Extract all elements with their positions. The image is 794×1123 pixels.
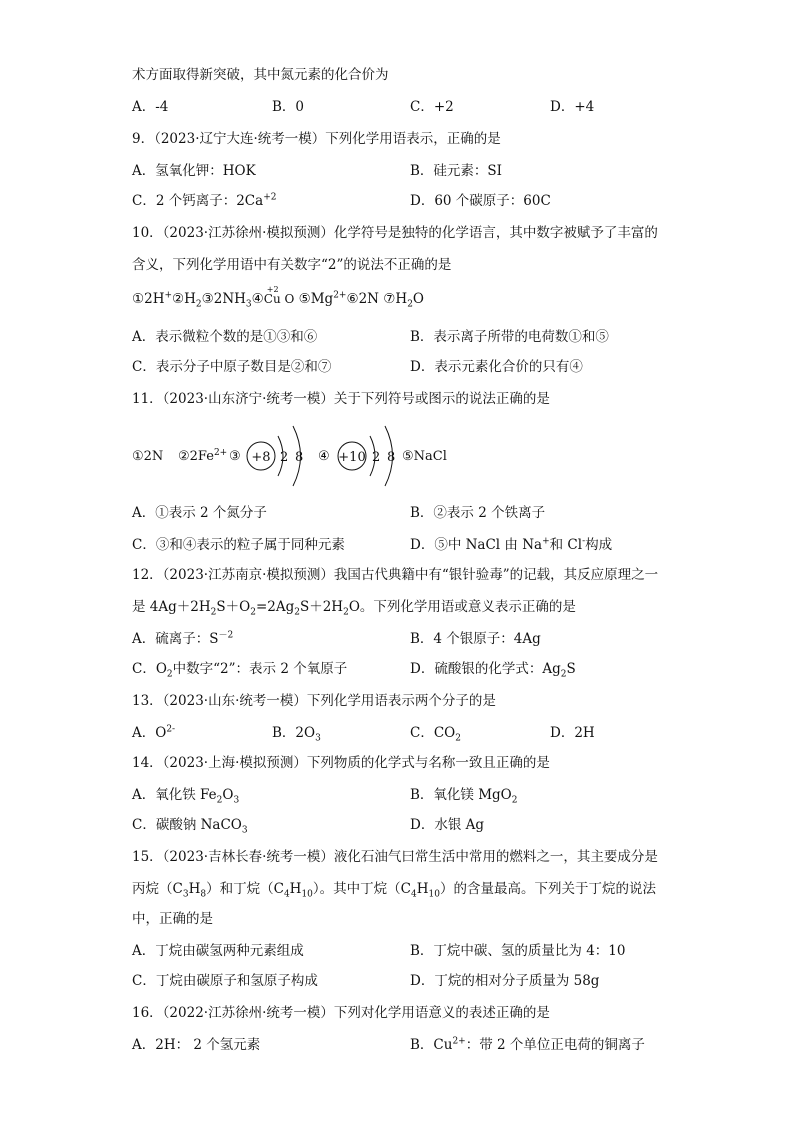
- q13-option-c: C．$CO_2$: [410, 725, 461, 744]
- q10-option-a: A．表示微粒个数的是①③和⑥: [132, 329, 318, 345]
- q11-stem: 11．（2023·山东济宁·统考一模）关于下列符号或图示的说法正确的是: [132, 391, 550, 407]
- q8-stem-continuation: 术方面取得新突破，其中氮元素的化合价为: [132, 67, 389, 83]
- q11-symbol-1: ①2N: [132, 449, 164, 464]
- nucleus-charge: +8: [251, 450, 271, 465]
- q11-symbol-5: ⑤NaCl: [402, 449, 447, 464]
- q15-option-b: B．丁烷中碳、氢的质量比为 4：10: [410, 943, 626, 959]
- q8-option-d: D．+4: [550, 99, 595, 115]
- q11-oxygen-ion-diagram: [247, 426, 303, 486]
- q8-option-a: A．-4: [132, 99, 169, 115]
- q12-stem-line2: 是 $4Ag+2H_2S+O_2=2Ag_2S+2H_2O$。下列化学用语或意义表示正确的是: [132, 599, 576, 618]
- q14-option-a: A．氧化铁 $Fe_2O_3$: [132, 787, 240, 806]
- q15-stem-line2: 丙烷$(C_3H_8)$和丁烷$(C_4H_{10})$。其中丁烷$(C_4H_{10})$的含量最高。下列关于丁烷的说法: [132, 881, 656, 900]
- shell-electrons-2: 8: [387, 450, 396, 465]
- q11-option-b: B．②表示 2 个铁离子: [410, 505, 546, 521]
- q10-option-d: D．表示元素化合价的只有④: [410, 359, 583, 375]
- q14-option-d: D．水银 Ag: [410, 817, 485, 833]
- q9-option-a: A．氢氧化钾：HOK: [132, 163, 256, 179]
- q12-option-a: A．硫离子：$S^{-2}$: [132, 630, 234, 647]
- q9-option-c: C．2 个钙离子：$2Ca^{+2}$: [132, 192, 277, 209]
- q15-option-a: A．丁烷由碳氢两种元素组成: [132, 943, 304, 959]
- q16-option-b: B．$Cu^{2+}$：带 2 个单位正电荷的铜离子: [410, 1036, 645, 1053]
- q15-option-d: D．丁烷的相对分子质量为 58g: [410, 973, 600, 989]
- q10-option-c: C．表示分子中原子数目是②和⑦: [132, 359, 332, 375]
- q10-stem-line1: 10．（2023·江苏徐州·模拟预测）化学符号是独特的化学语言，其中数字被赋予了丰富的: [132, 225, 658, 241]
- q10-stem-line2: 含义，下列化学用语中有关数字“2”的说法不正确的是: [132, 257, 452, 273]
- q11-symbol-3: ③: [229, 449, 241, 464]
- q9-option-b: B．硅元素：SI: [410, 163, 503, 179]
- q11-atom-structure-diagrams: [130, 418, 470, 498]
- q8-option-b: B．0: [272, 99, 305, 115]
- q15-stem-line1: 15．（2023·吉林长春·统考一模）液化石油气曰常生活中常用的燃料之一，其主要成分是: [132, 849, 658, 865]
- q16-stem: 16．（2022·江苏徐州·统考一模）下列对化学用语意义的表述正确的是: [132, 1005, 550, 1021]
- q11-option-d: D．⑤中 NaCl 由 Na+和 Cl-构成: [410, 536, 613, 553]
- q9-stem: 9．（2023·辽宁大连·统考一模）下列化学用语表示，正确的是: [132, 131, 501, 147]
- q10-symbols: $①2H^+②H_2③2NH_3④$ +2 Cu O $⑤Mg^{2+}⑥2N$ $⑦H_2O$: [132, 285, 424, 310]
- q14-option-c: C．碳酸钠 NaCO$_3$: [132, 817, 248, 836]
- q12-option-d: D．硫酸银的化学式：$Ag_2S$: [410, 661, 576, 680]
- q11-option-a: A．①表示 2 个氮分子: [132, 505, 267, 521]
- q11-neon-atom-diagram: [338, 426, 395, 486]
- q11-symbol-2: $②2Fe^{2+}$: [178, 448, 228, 464]
- shell-electrons-1: 2: [372, 450, 381, 465]
- q11-symbol-4: ④: [318, 449, 330, 464]
- q9-option-d: D．60 个碳原子：60C: [410, 193, 551, 209]
- q14-option-b: B．氧化镁 MgO$_2$: [410, 787, 518, 806]
- shell-electrons-1: 2: [280, 450, 289, 465]
- q16-option-a: A．2H： 2 个氢元素: [132, 1037, 261, 1053]
- q8-option-c: C．+2: [410, 99, 454, 115]
- shell-electrons-2: 8: [295, 450, 304, 465]
- q13-stem: 13．（2023·山东·统考一模）下列化学用语表示两个分子的是: [132, 693, 496, 709]
- q10-option-b: B．表示离子所带的电荷数①和⑤: [410, 329, 609, 345]
- q13-option-b: B．$2O_3$: [272, 725, 321, 744]
- q14-stem: 14．（2023·上海·模拟预测）下列物质的化学式与名称一致且正确的是: [132, 755, 550, 771]
- q13-option-d: D．2H: [550, 725, 595, 741]
- nucleus-charge: +10: [338, 450, 366, 465]
- q12-option-b: B．4 个银原子：4Ag: [410, 631, 541, 647]
- q13-option-a: A．$O^{2-}$: [132, 724, 176, 741]
- q15-option-c: C．丁烷由碳原子和氢原子构成: [132, 973, 318, 989]
- q15-stem-line3: 中，正确的是: [132, 911, 213, 927]
- q11-option-c: C．③和④表示的粒子属于同种元素: [132, 537, 345, 553]
- q12-stem-line1: 12．（2023·江苏南京·模拟预测）我国古代典籍中有“银针验毒”的记载，其反应原理之一: [132, 567, 659, 583]
- q12-option-c: C．$O_2$中数字“2”：表示 2 个氧原子: [132, 661, 348, 680]
